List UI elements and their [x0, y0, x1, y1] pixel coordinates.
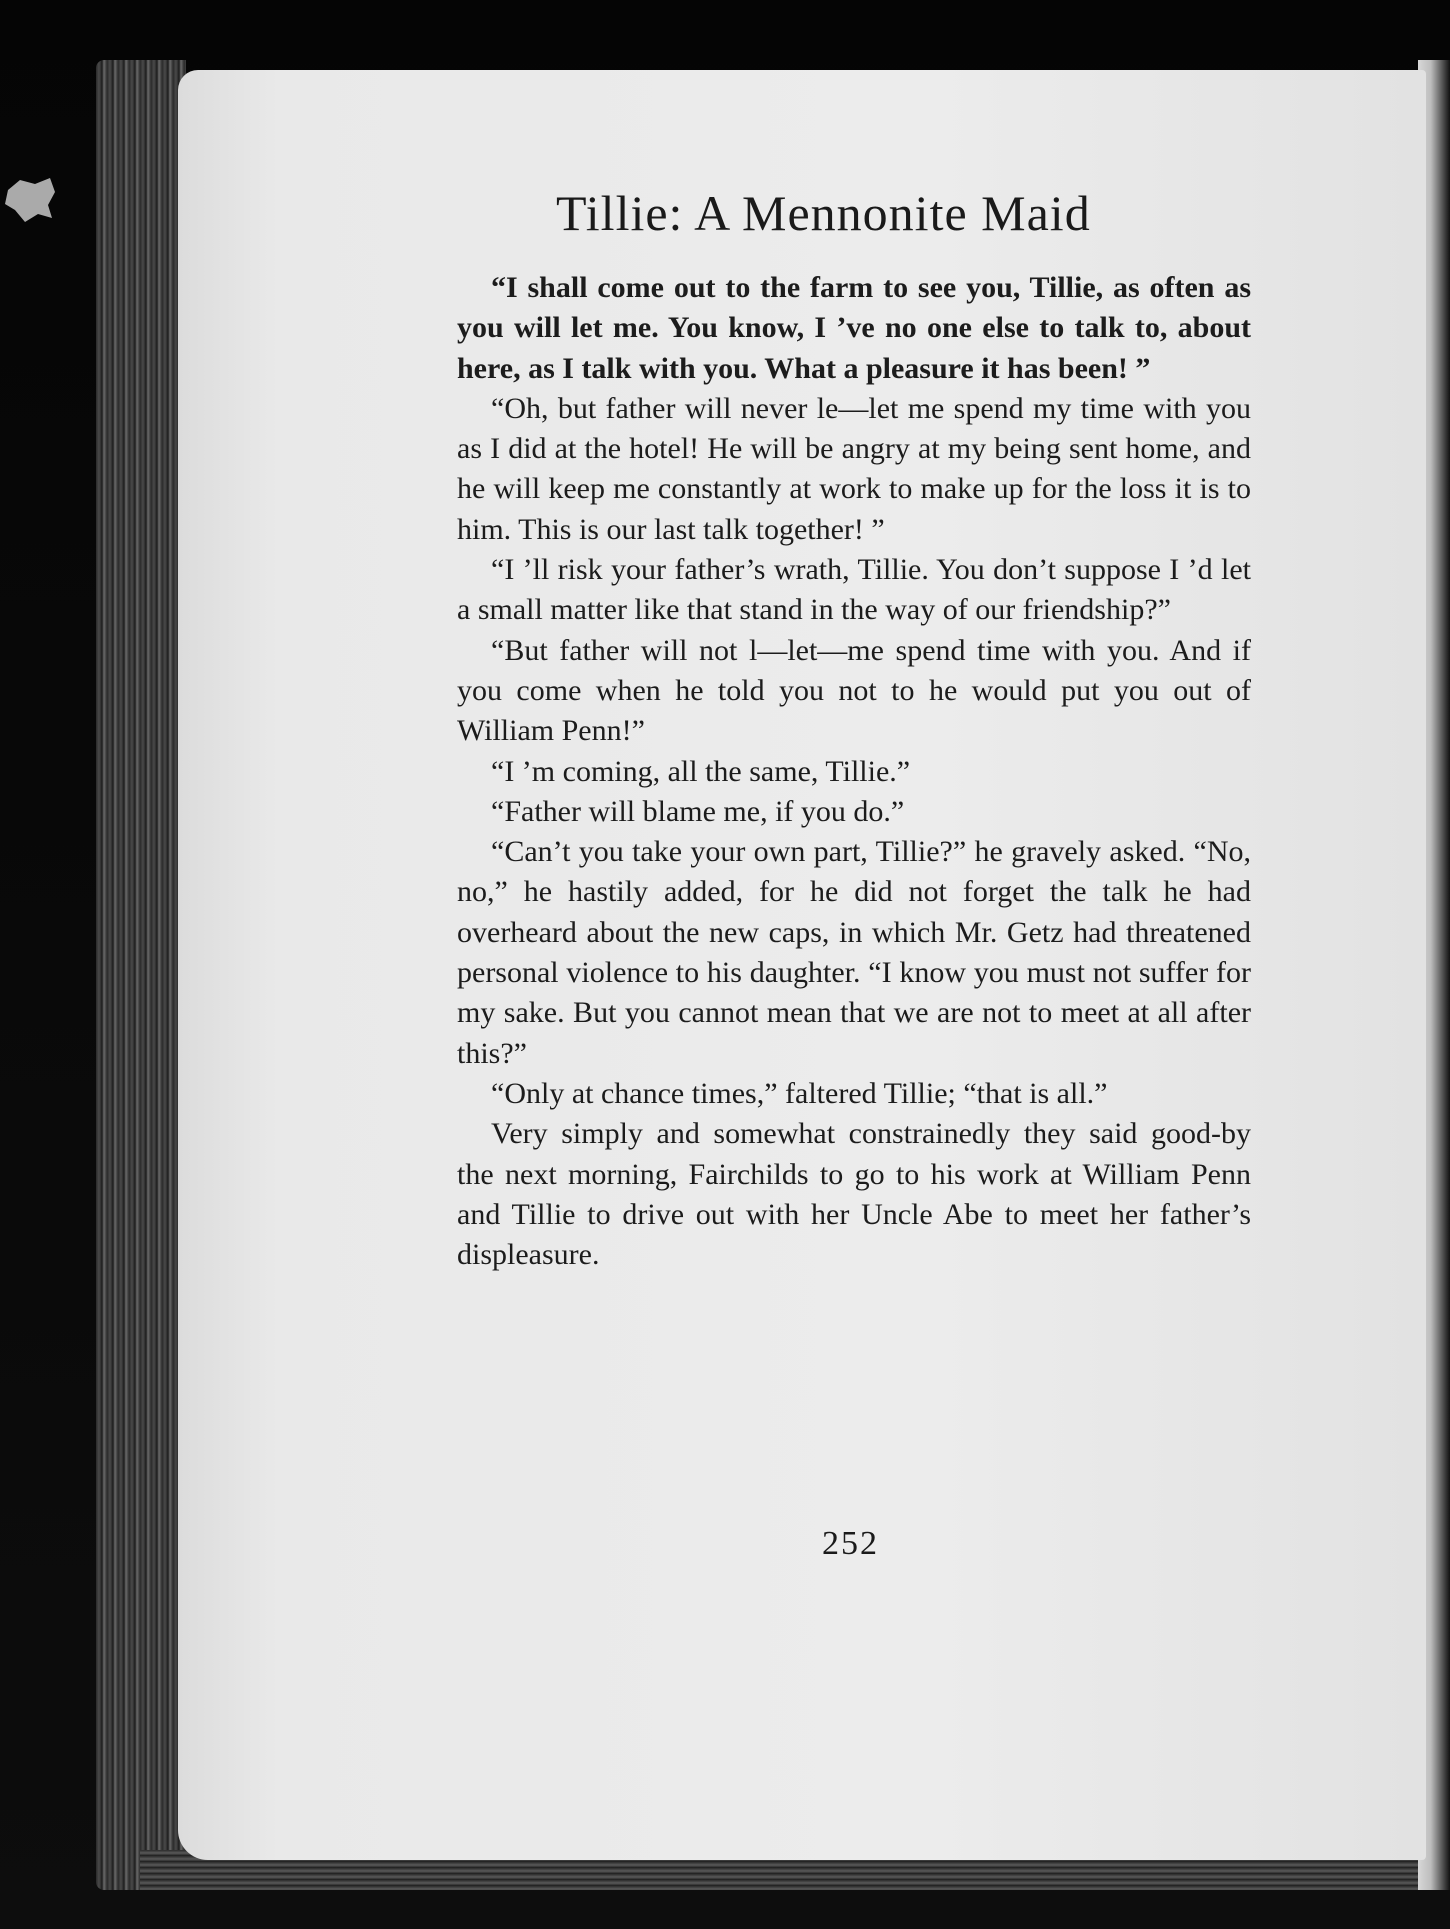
page-number: 252	[822, 1525, 879, 1562]
paragraph-5: “I ’m coming, all the same, Tillie.”	[491, 754, 911, 788]
paragraph-2: “Oh, but father will never le—let me spend my time with you as I did at the hotel! He will be angry at my being sent home, and he will keep me constantly at work to make up for the loss it is to him. This is our last talk together! ”	[457, 391, 1251, 546]
paragraph-1: “I shall come out to the farm to see you, Tillie, as often as you will let me. You know, I ’ve no one else to talk to, about here, as I talk with you. What a pleasure it has been! ”	[457, 271, 1251, 385]
paragraph-6: “Father will blame me, if you do.”	[491, 794, 905, 828]
paragraph-9: Very simply and somewhat constrainedly they said good-by the next morning, Fairchilds to go to his work at William Penn and Tillie to drive out with her Uncle Abe to meet her father’s displeasure.	[457, 1117, 1251, 1272]
paragraph-7: “Can’t you take your own part, Tillie?” he gravely asked. “No, no,” he hastily added, for he did not forget the talk he had overheard about the new caps, in which Mr. Getz had threatened personal violence to his daughter. “I know you must not suffer for my sake. But you cannot mean that we are not to meet at all after this?”	[457, 835, 1251, 1070]
paragraph-8: “Only at chance times,” faltered Tillie; “that is all.”	[491, 1076, 1108, 1110]
page-body	[457, 268, 1251, 1275]
ink-blot	[0, 170, 60, 230]
paragraph-3: “I ’ll risk your father’s wrath, Tillie. You don’t suppose I ’d let a small matter like that stand in the way of our friendship?”	[457, 553, 1251, 627]
book-spine-edge	[96, 60, 186, 1890]
running-head: Tillie: A Mennonite Maid	[556, 185, 1091, 241]
paragraph-4: “But father will not l—let—me spend time with you. And if you come when he told you not to he would put you out of William Penn!”	[457, 633, 1251, 748]
